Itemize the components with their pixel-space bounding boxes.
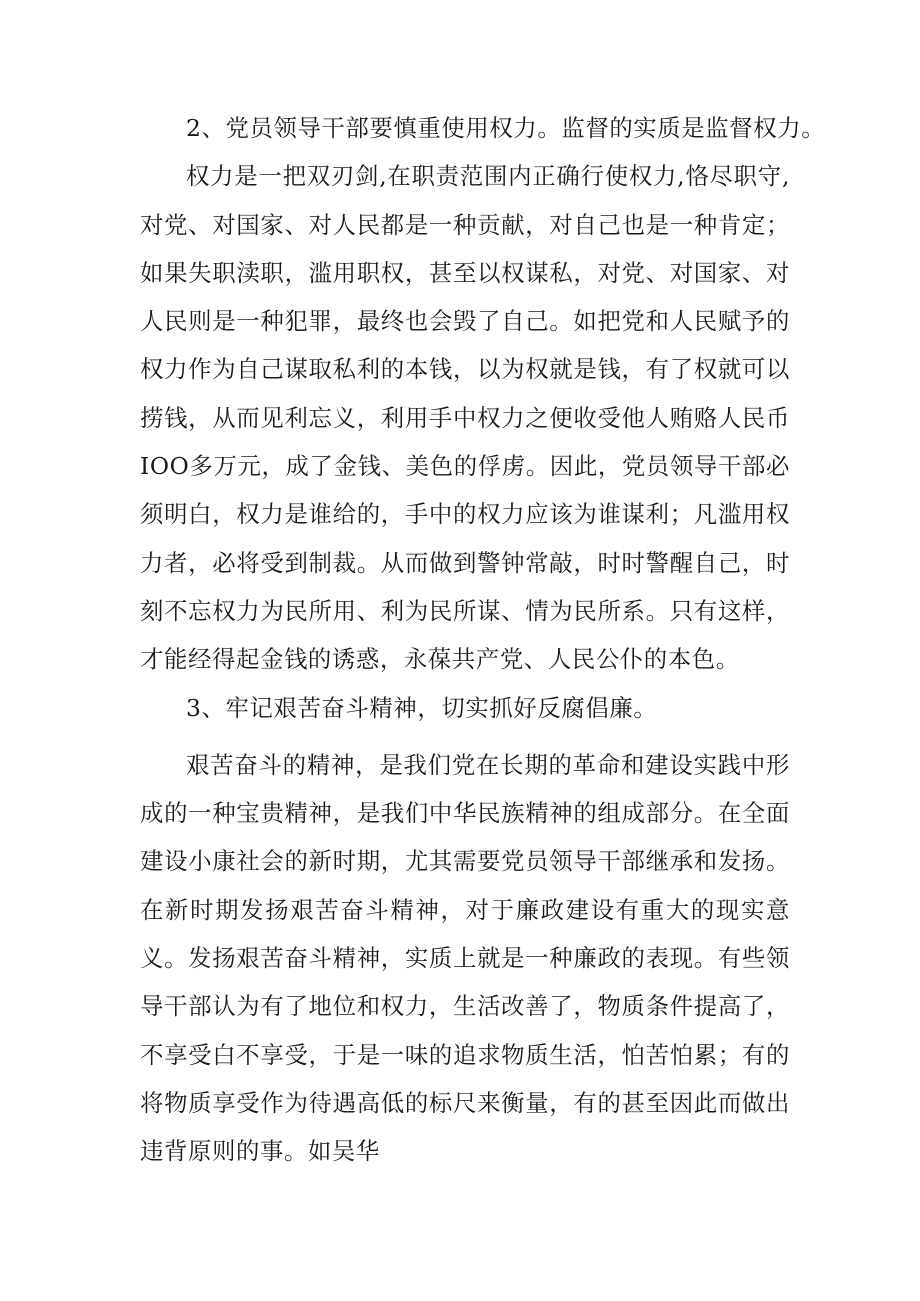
document-body	[140, 104, 826, 1176]
paragraph-power: 权力是一把双刃剑,在职责范围内正确行使权力,恪尽职守,对党、对国家、对人民都是一种贡献，对自己也是一种肯定；如果失职渎职，滥用职权，甚至以权谋私，对党、对国家、对人民则是一种犯罪，最终也会毁了自己。如把党和人民赋予的权力作为自己谋取私利的本钱，以为权就是钱，有了权就可以捞钱，从而见利忘义，利用手中权力之便收受他人贿赂人民币IOO多万元，成了金钱、美色的俘虏。因此，党员领导干部必须明白，权力是谁给的，手中的权力应该为谁谋利；凡滥用权力者，必将受到制裁。从而做到警钟常敲，时时警醒自己，时刻不忘权力为民所用、利为民所谋、情为民所系。只有这样，才能经得起金钱的诱惑，永葆共产党、人民公仆的本色。	[140, 162, 790, 674]
paragraph-hard-work: 艰苦奋斗的精神，是我们党在长期的革命和建设实践中形成的一种宝贵精神，是我们中华民族精神的组成部分。在全面建设小康社会的新时期，尤其需要党员领导干部继承和发扬。在新时期发扬艰苦奋斗精神，对于廉政建设有重大的现实意义。发扬艰苦奋斗精神，实质上就是一种廉政的表现。有些领导干部认为有了地位和权力，生活改善了，物质条件提高了，不享受白不享受，于是一味的追求物质生活，怕苦怕累；有的将物质享受作为待遇高低的标尺来衡量，有的甚至因此而做出违背原则的事。如吴华	[140, 750, 790, 1166]
section-heading-2: 2、党员领导干部要慎重使用权力。监督的实质是监督权力。	[186, 114, 826, 142]
section-heading-3: 3、牢记艰苦奋斗精神，切实抓好反腐倡廉。	[186, 693, 658, 722]
